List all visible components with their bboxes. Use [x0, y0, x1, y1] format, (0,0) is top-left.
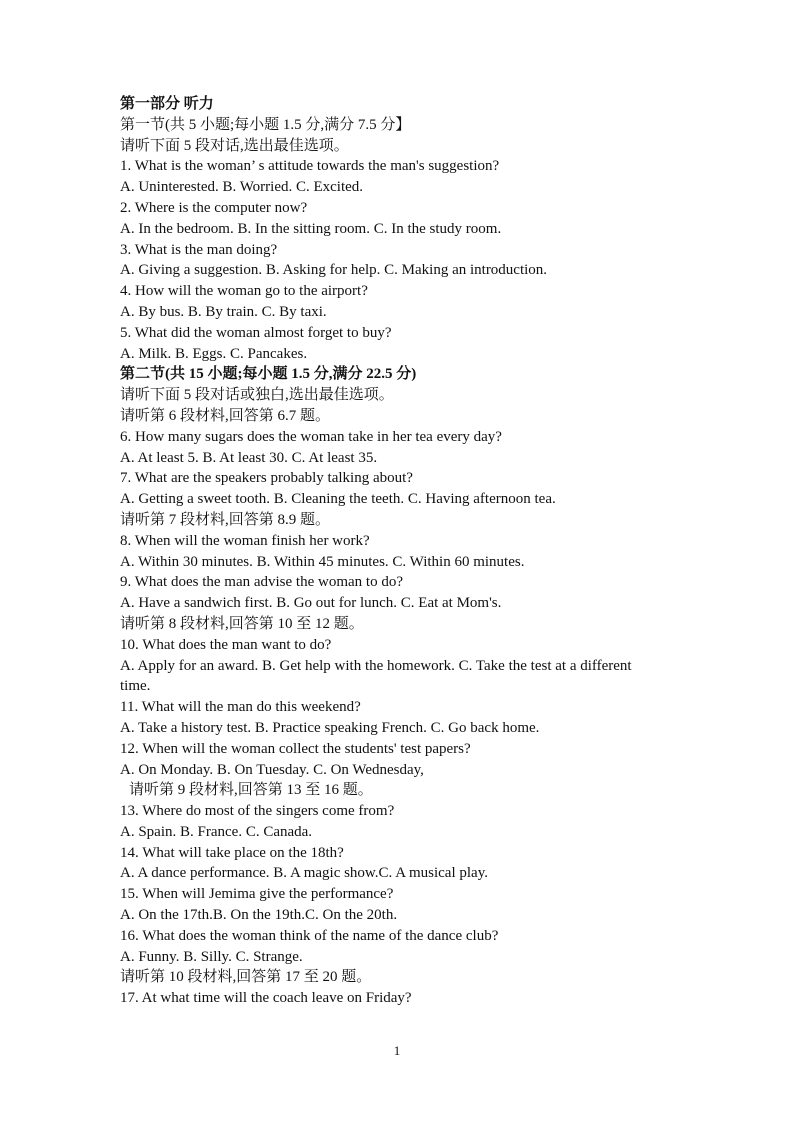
- options-line: A. At least 5. B. At least 30. C. At least 35.: [120, 449, 378, 466]
- options-line: A. Spain. B. France. C. Canada.: [120, 823, 313, 840]
- question-line: 1. What is the woman’ s attitude towards the man's suggestion?: [120, 158, 500, 175]
- options-line: A. On Monday. B. On Tuesday. C. On Wednesday,: [120, 761, 424, 778]
- question-line: 14. What will take place on the 18th?: [120, 844, 344, 861]
- question-line: 4. How will the woman go to the airport?: [120, 283, 368, 300]
- question-line: 3. What is the man doing?: [120, 241, 278, 258]
- question-line: 11. What will the man do this weekend?: [120, 699, 361, 716]
- instruction-line: 请听下面 5 段对话,选出最佳选项。: [120, 137, 349, 154]
- question-line: 2. Where is the computer now?: [120, 199, 308, 216]
- options-line: A. Have a sandwich first. B. Go out for lunch. C. Eat at Mom's.: [120, 595, 502, 612]
- instruction-line: 请听第 6 段材料,回答第 6.7 题。: [120, 407, 331, 424]
- question-line: 16. What does the woman think of the name of the dance club?: [120, 927, 499, 944]
- section-heading: 第一部分 听力: [120, 96, 214, 112]
- instruction-line: 请听下面 5 段对话或独白,选出最佳选项。: [120, 387, 394, 404]
- instruction-line: 请听第 9 段材料,回答第 13 至 16 题。: [129, 782, 373, 799]
- page-number: 1: [393, 1043, 401, 1058]
- instruction-line: 请听第 7 段材料,回答第 8.9 题。: [120, 511, 331, 528]
- document-body: [120, 94, 680, 1009]
- question-line: 12. When will the woman collect the students' test papers?: [120, 740, 471, 757]
- section-heading: 第二节(共 15 小题;每小题 1.5 分,满分 22.5 分): [120, 366, 417, 383]
- text-line: time.: [120, 678, 151, 695]
- options-line: A. On the 17th.B. On the 19th.C. On the 20th.: [120, 907, 398, 924]
- options-line: A. Milk. B. Eggs. C. Pancakes.: [120, 345, 308, 362]
- question-line: 17. At what time will the coach leave on Friday?: [120, 990, 412, 1007]
- options-line: A. Apply for an award. B. Get help with the homework. C. Take the test at a different: [120, 657, 632, 674]
- question-line: 9. What does the man advise the woman to do?: [120, 574, 403, 591]
- question-line: 7. What are the speakers probably talking about?: [120, 470, 413, 487]
- question-line: 10. What does the man want to do?: [120, 636, 332, 653]
- question-line: 6. How many sugars does the woman take in her tea every day?: [120, 428, 502, 445]
- question-line: 5. What did the woman almost forget to buy?: [120, 324, 392, 341]
- options-line: A. Uninterested. B. Worried. C. Excited.: [120, 179, 364, 196]
- instruction-line: 第一节(共 5 小题;每小题 1.5 分,满分 7.5 分】: [120, 116, 411, 133]
- question-line: 13. Where do most of the singers come from?: [120, 803, 395, 820]
- options-line: A. In the bedroom. B. In the sitting room. C. In the study room.: [120, 220, 502, 237]
- question-line: 15. When will Jemima give the performance?: [120, 886, 394, 903]
- options-line: A. Giving a suggestion. B. Asking for help. C. Making an introduction.: [120, 262, 548, 279]
- instruction-line: 请听第 8 段材料,回答第 10 至 12 题。: [120, 615, 364, 632]
- options-line: A. A dance performance. B. A magic show.C. A musical play.: [120, 865, 488, 882]
- options-line: A. Within 30 minutes. B. Within 45 minutes. C. Within 60 minutes.: [120, 553, 525, 570]
- options-line: A. Funny. B. Silly. C. Strange.: [120, 948, 303, 965]
- question-line: 8. When will the woman finish her work?: [120, 532, 370, 549]
- options-line: A. Getting a sweet tooth. B. Cleaning the teeth. C. Having afternoon tea.: [120, 491, 556, 508]
- options-line: A. By bus. B. By train. C. By taxi.: [120, 303, 327, 320]
- instruction-line: 请听第 10 段材料,回答第 17 至 20 题。: [120, 969, 372, 986]
- options-line: A. Take a history test. B. Practice speaking French. C. Go back home.: [120, 719, 540, 736]
